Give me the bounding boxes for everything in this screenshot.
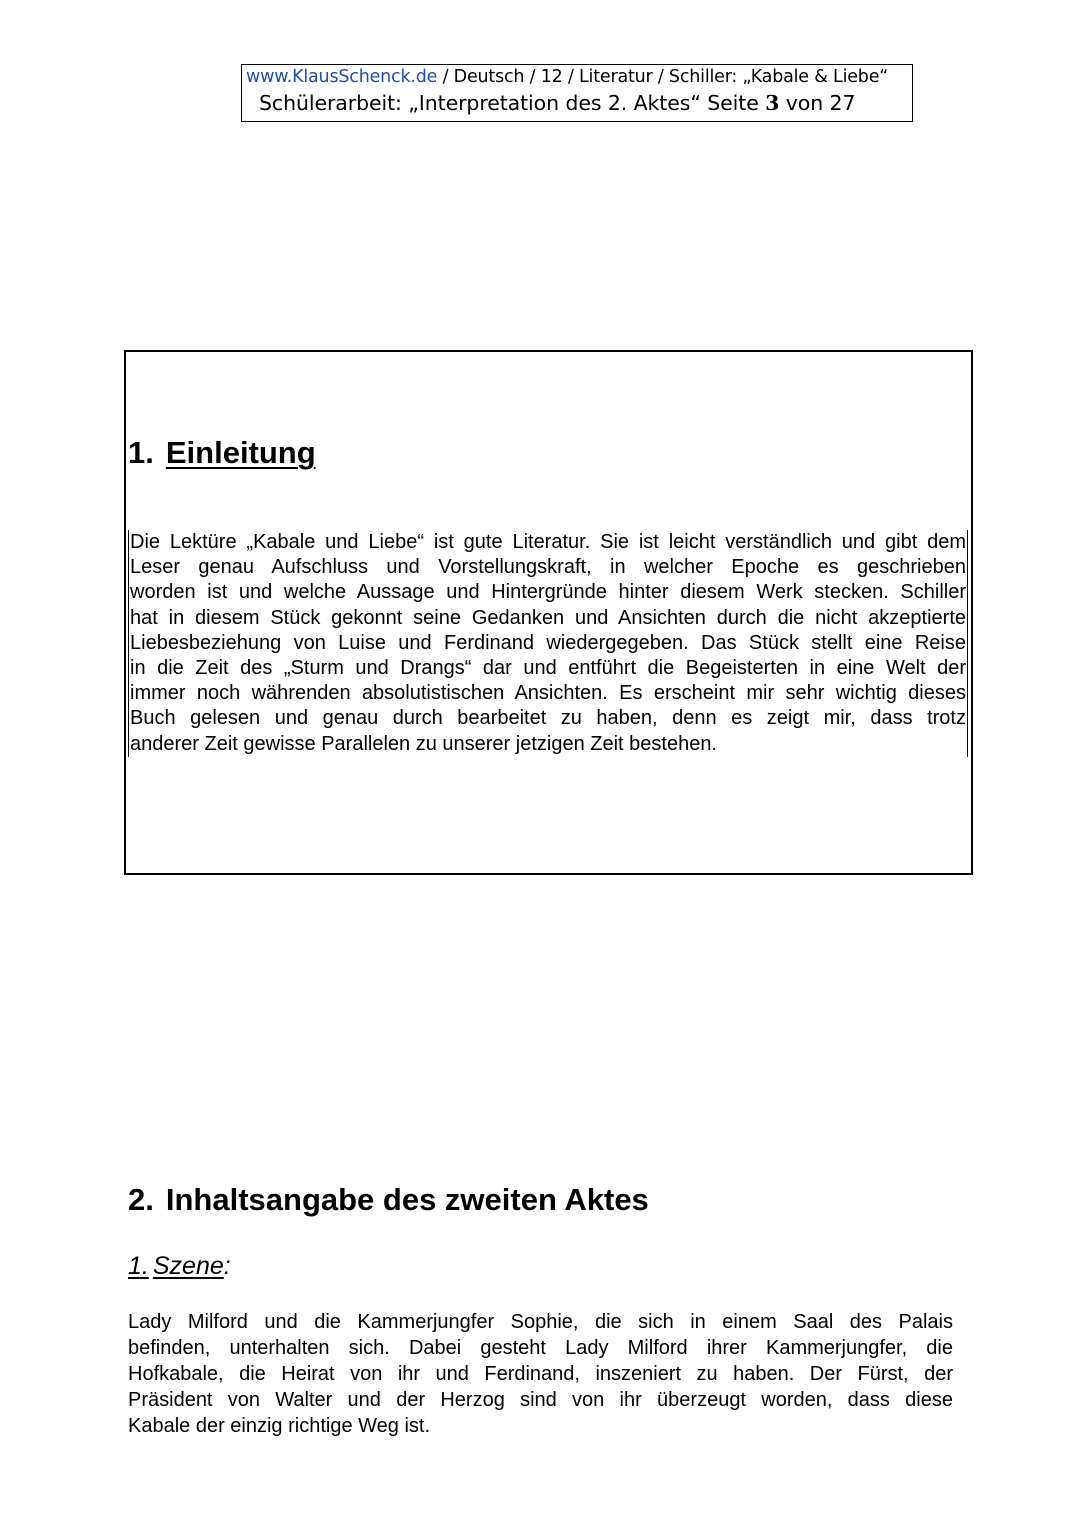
header-subtitle	[246, 89, 908, 117]
text-line: Hofkabale, die Heirat von ihr und Ferdinand, inszeniert zu haben. Der Fürst, der	[128, 1363, 953, 1385]
text-line: Präsident von Walter und der Herzog sind von ihr überzeugt worden, dass diese	[128, 1389, 953, 1411]
scene-heading	[128, 1250, 231, 1282]
section-2-title: Inhaltsangabe des zweiten Aktes	[165, 1182, 649, 1217]
section-1-number: 1.	[128, 435, 154, 470]
header-breadcrumb	[246, 65, 908, 89]
text-line: Buch gelesen und genau durch bearbeitet zu haben, denn es zeigt mir, dass trotz	[130, 707, 966, 730]
text-line: Leser genau Aufschluss und Vorstellungskraft, in welcher Epoche es geschrieben	[130, 556, 966, 579]
site-link[interactable]: www.KlausSchenck.de	[246, 67, 438, 87]
subtitle-prefix: Schülerarbeit: „Interpretation des 2. Aktes“ Seite	[259, 91, 766, 115]
scene-colon: :	[223, 1252, 231, 1280]
text-line: Liebesbeziehung von Luise und Ferdinand wiedergegeben. Das Stück stellt eine Reise	[130, 631, 966, 654]
text-line: hat in diesem Stück gekonnt seine Gedanken und Ansichten durch die nicht akzeptierte	[130, 606, 966, 629]
introduction-paragraph	[128, 530, 968, 757]
scene-label: Szene	[152, 1252, 224, 1280]
scene-1-paragraph	[128, 1309, 953, 1439]
section-1-heading	[128, 434, 316, 472]
text-line: anderer Zeit gewisse Parallelen zu unserer jetzigen Zeit bestehen.	[130, 732, 717, 755]
text-line: in die Zeit des „Sturm und Drangs“ dar und entführt die Begeisterten in eine Welt der	[130, 656, 966, 679]
section-2-number: 2.	[128, 1182, 154, 1217]
text-line: Die Lektüre „Kabale und Liebe“ ist gute Literatur. Sie ist leicht verständlich und gibt dem	[130, 531, 966, 553]
text-line: immer noch währenden absolutistischen Ansichten. Es erscheint mir sehr wichtig dieses	[130, 682, 966, 705]
scene-number: 1.	[128, 1252, 149, 1280]
page-header	[241, 64, 913, 122]
text-line: worden ist und welche Aussage und Hintergründe hinter diesem Werk stecken. Schiller	[130, 581, 966, 604]
subtitle-suffix: von 27	[779, 91, 856, 115]
text-line: befinden, unterhalten sich. Dabei gesteht Lady Milford ihrer Kammerjungfer, die	[128, 1337, 953, 1359]
text-line: Lady Milford und die Kammerjungfer Sophie, die sich in einem Saal des Palais	[128, 1311, 953, 1333]
section-1-title: Einleitung	[165, 435, 316, 470]
page-number: 3	[765, 91, 780, 115]
header-breadcrumb-path: / Deutsch / 12 / Literatur / Schiller: „Kabale & Liebe“	[437, 67, 889, 87]
text-line: Kabale der einzig richtige Weg ist.	[128, 1415, 431, 1437]
section-2-heading	[128, 1180, 649, 1220]
